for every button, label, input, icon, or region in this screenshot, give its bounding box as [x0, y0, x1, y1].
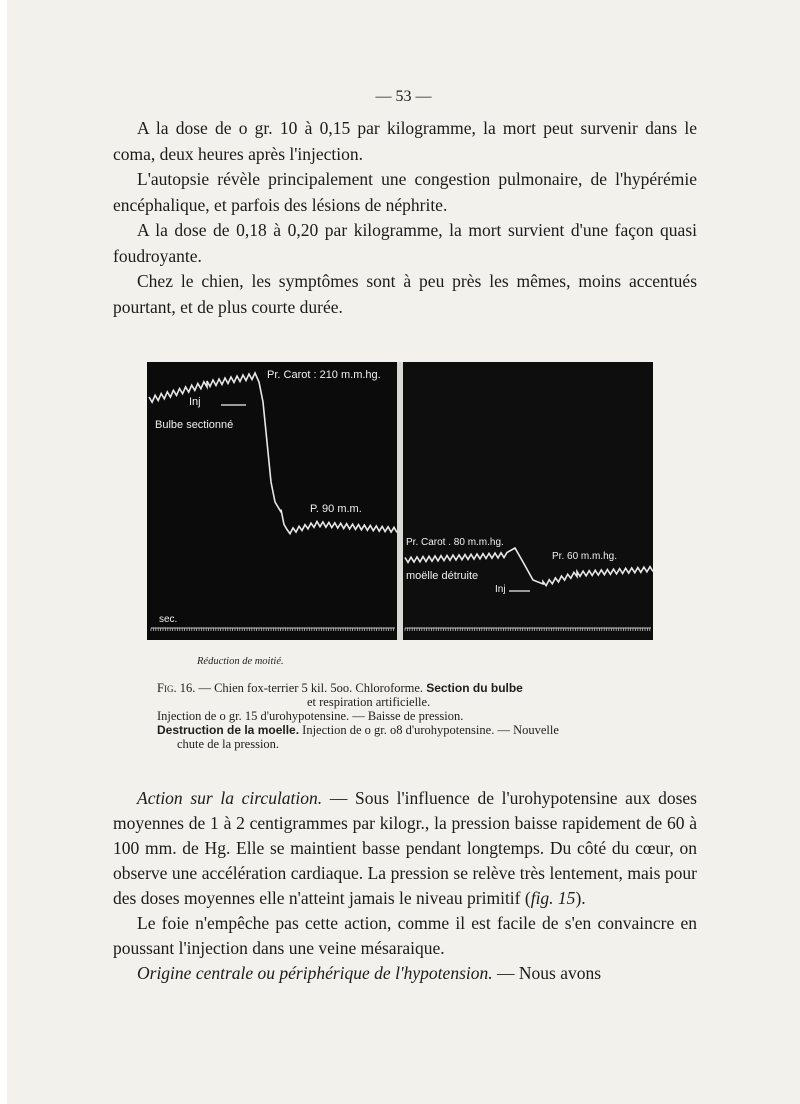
section-heading-origin: Origine centrale ou périphérique de l'hypotension. [137, 963, 493, 983]
figure-reduction-note: Réduction de moitié. [197, 656, 284, 667]
caption-line-4 [157, 723, 657, 737]
left-label-bulbe: Bulbe sectionné [155, 419, 234, 431]
paragraph: A la dose de o gr. 10 à 0,15 par kilogramme, la mort peut survenir dans le coma, deux heures après l'injection. [113, 118, 697, 164]
left-label-inj: Inj [189, 396, 201, 408]
caption-line-2: et respiration artificielle. [307, 695, 431, 709]
paragraph-action-end: ). [575, 888, 586, 908]
left-panel-bg [147, 362, 397, 640]
right-label-moelle: moëlle détruite [406, 570, 479, 582]
section-heading-action: Action sur la circulation. [137, 788, 323, 808]
paragraph-origin [113, 961, 697, 986]
text-block-bottom [113, 786, 697, 986]
paragraph: Chez le chien, les symptômes sont à peu près les mêmes, moins accentués pourtant, et de plus courte durée. [113, 271, 697, 317]
tracing-svg [147, 362, 653, 640]
right-label-inj: Inj [495, 584, 506, 595]
right-panel-bg [403, 362, 653, 640]
left-label-sec: sec. [159, 614, 178, 625]
caption-line-5: chute de la pression. [177, 737, 280, 751]
panel-divider [397, 362, 403, 640]
paragraph-liver: Le foie n'empêche pas cette action, comme il est facile de s'en convaincre en poussant l'injection dans une veine mésaraique. [113, 913, 697, 958]
paragraph-action [113, 786, 697, 911]
caption-line-3: Injection de o gr. 15 d'urohypotensine. — Baisse de pression. [157, 709, 464, 723]
text-block-top [113, 116, 697, 320]
caption-line4-bold: Destruction de la moelle. [157, 723, 300, 737]
caption-line-1 [157, 681, 657, 695]
figure-caption [157, 681, 657, 751]
book-page [7, 0, 800, 1104]
caption-line1-text: — Chien fox-terrier 5 kil. 5oo. Chloroforme. [198, 681, 424, 695]
figure-reference: fig. 15 [530, 888, 576, 908]
paragraph-origin-text: — Nous avons [497, 963, 602, 983]
paragraph-action-text: — Sous l'influence de l'urohypotensine aux doses moyennes de 1 à 2 centigrammes par kilogr., la pression baisse rapidement de 60 à 100 mm. de Hg. Elle se maintient basse pendant longtemps. Du côté du cœur, on observe une accélération cardiaque. La pression se relève très lentement, mais pour des doses moyennes elle n'atteint jamais le niveau primitif ( [113, 788, 697, 908]
left-label-pressure-start: Pr. Carot : 210 m.m.hg. [267, 369, 381, 381]
paragraph: L'autopsie révèle principalement une congestion pulmonaire, de l'hypérémie encéphalique, et parfois des lésions de néphrite. [113, 169, 697, 215]
caption-line1-bold: Section du bulbe [426, 681, 523, 695]
caption-line4-text: Injection de o gr. o8 d'urohypotensine. — Nouvelle [302, 723, 559, 737]
right-label-pressure-end: Pr. 60 m.m.hg. [552, 551, 618, 562]
paragraph: A la dose de 0,18 à 0,20 par kilogramme, la mort survient d'une façon quasi foudroyante. [113, 220, 697, 266]
left-label-pressure-end: P. 90 m.m. [310, 503, 362, 515]
figure-blood-pressure-tracing [147, 362, 653, 640]
page-number: — 53 — [375, 88, 432, 105]
caption-fig-label: Fig. 16. [157, 681, 196, 695]
right-label-pressure-start: Pr. Carot . 80 m.m.hg. [406, 537, 504, 548]
